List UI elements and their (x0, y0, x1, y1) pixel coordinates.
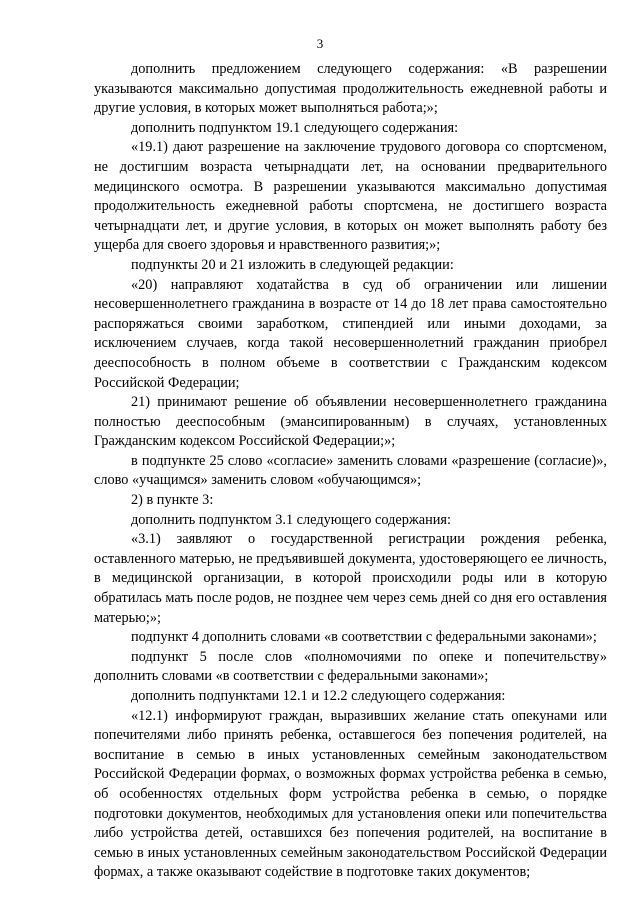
paragraph: «20) направляют ходатайства в суд об ограничении или лишении несовершеннолетнего гражданина в возрасте от 14 до 18 лет права самостоятельно распоряжаться своими заработком, стипендией или иными доходами, за исключением случаев, когда такой несовершеннолетний гражданин приобрел дееспособность в полном объеме в соответствии с Гражданским кодексом Российской Федерации; (94, 276, 607, 391)
paragraph: подпункт 5 после слов «полномочиями по опеке и попечительству» дополнить словами «в соответствии с федеральными законами»; (94, 648, 607, 685)
paragraph: 2) в пункте 3: (131, 492, 214, 509)
paragraph: дополнить предложением следующего содержания: «В разрешении указываются максимально допустимая продолжительность ежедневной работы и другие условия, в которых может выполняться работа;»; (94, 61, 607, 117)
paragraph: «19.1) дают разрешение на заключение трудового договора со спортсменом, не достигшим возраста четырнадцати лет, на основании предварительного медицинского осмотра. В разрешении указываются максимально допустимая продолжительность ежедневной работы спортсмена, не достигшего возраста четырнадцати лет, и другие условия, в которых он может выполнять работу без ущерба для своего здоровья и нравственного развития;»; (94, 139, 607, 254)
document-body (94, 60, 607, 883)
paragraph: подпункты 20 и 21 изложить в следующей редакции: (131, 256, 454, 273)
paragraph: дополнить подпунктом 19.1 следующего содержания: (131, 119, 459, 136)
paragraph: дополнить подпунктами 12.1 и 12.2 следующего содержания: (131, 688, 506, 704)
paragraph: дополнить подпунктом 3.1 следующего содержания: (131, 511, 451, 528)
paragraph: подпункт 4 дополнить словами «в соответствии с федеральными законами»; (131, 629, 597, 646)
page-number: 3 (316, 36, 324, 51)
paragraph: «3.1) заявляют о государственной регистрации рождения ребенка, оставленного матерью, не предъявившей документа, удостоверяющего ее личность, в медицинской организации, в которой происходили роды или в которую обратилась мать после родов, не позднее чем через семь дней со дня его оставления матерью;»; (94, 531, 607, 626)
paragraph: 21) принимают решение об объявлении несовершеннолетнего гражданина полностью дееспособным (эмансипированным) в случаях, установленных Гражданским кодексом Российской Федерации;»; (94, 394, 607, 450)
paragraph: «12.1) информируют граждан, выразивших желание стать опекунами или попечителями либо принять ребенка, оставшегося без попечения родителей, на воспитание в семью в иных установленных семейным законодательством Российской Федерации формах, о возможных формах устройства ребенка в семью, об особенностях отдельных форм устройства ребенка в семью, о порядке подготовки документов, необходимых для установления опеки или попечительства либо устройства детей, оставшихся без попечения родителей, на воспитание в семью в иных установленных семейным законодательством Российской Федерации формах, а также оказывают содействие в подготовке таких документов; (94, 707, 607, 881)
paragraph: в подпункте 25 слово «согласие» заменить словами «разрешение (согласие)», слово «учащимся» заменить словом «обучающимся»; (94, 452, 607, 489)
